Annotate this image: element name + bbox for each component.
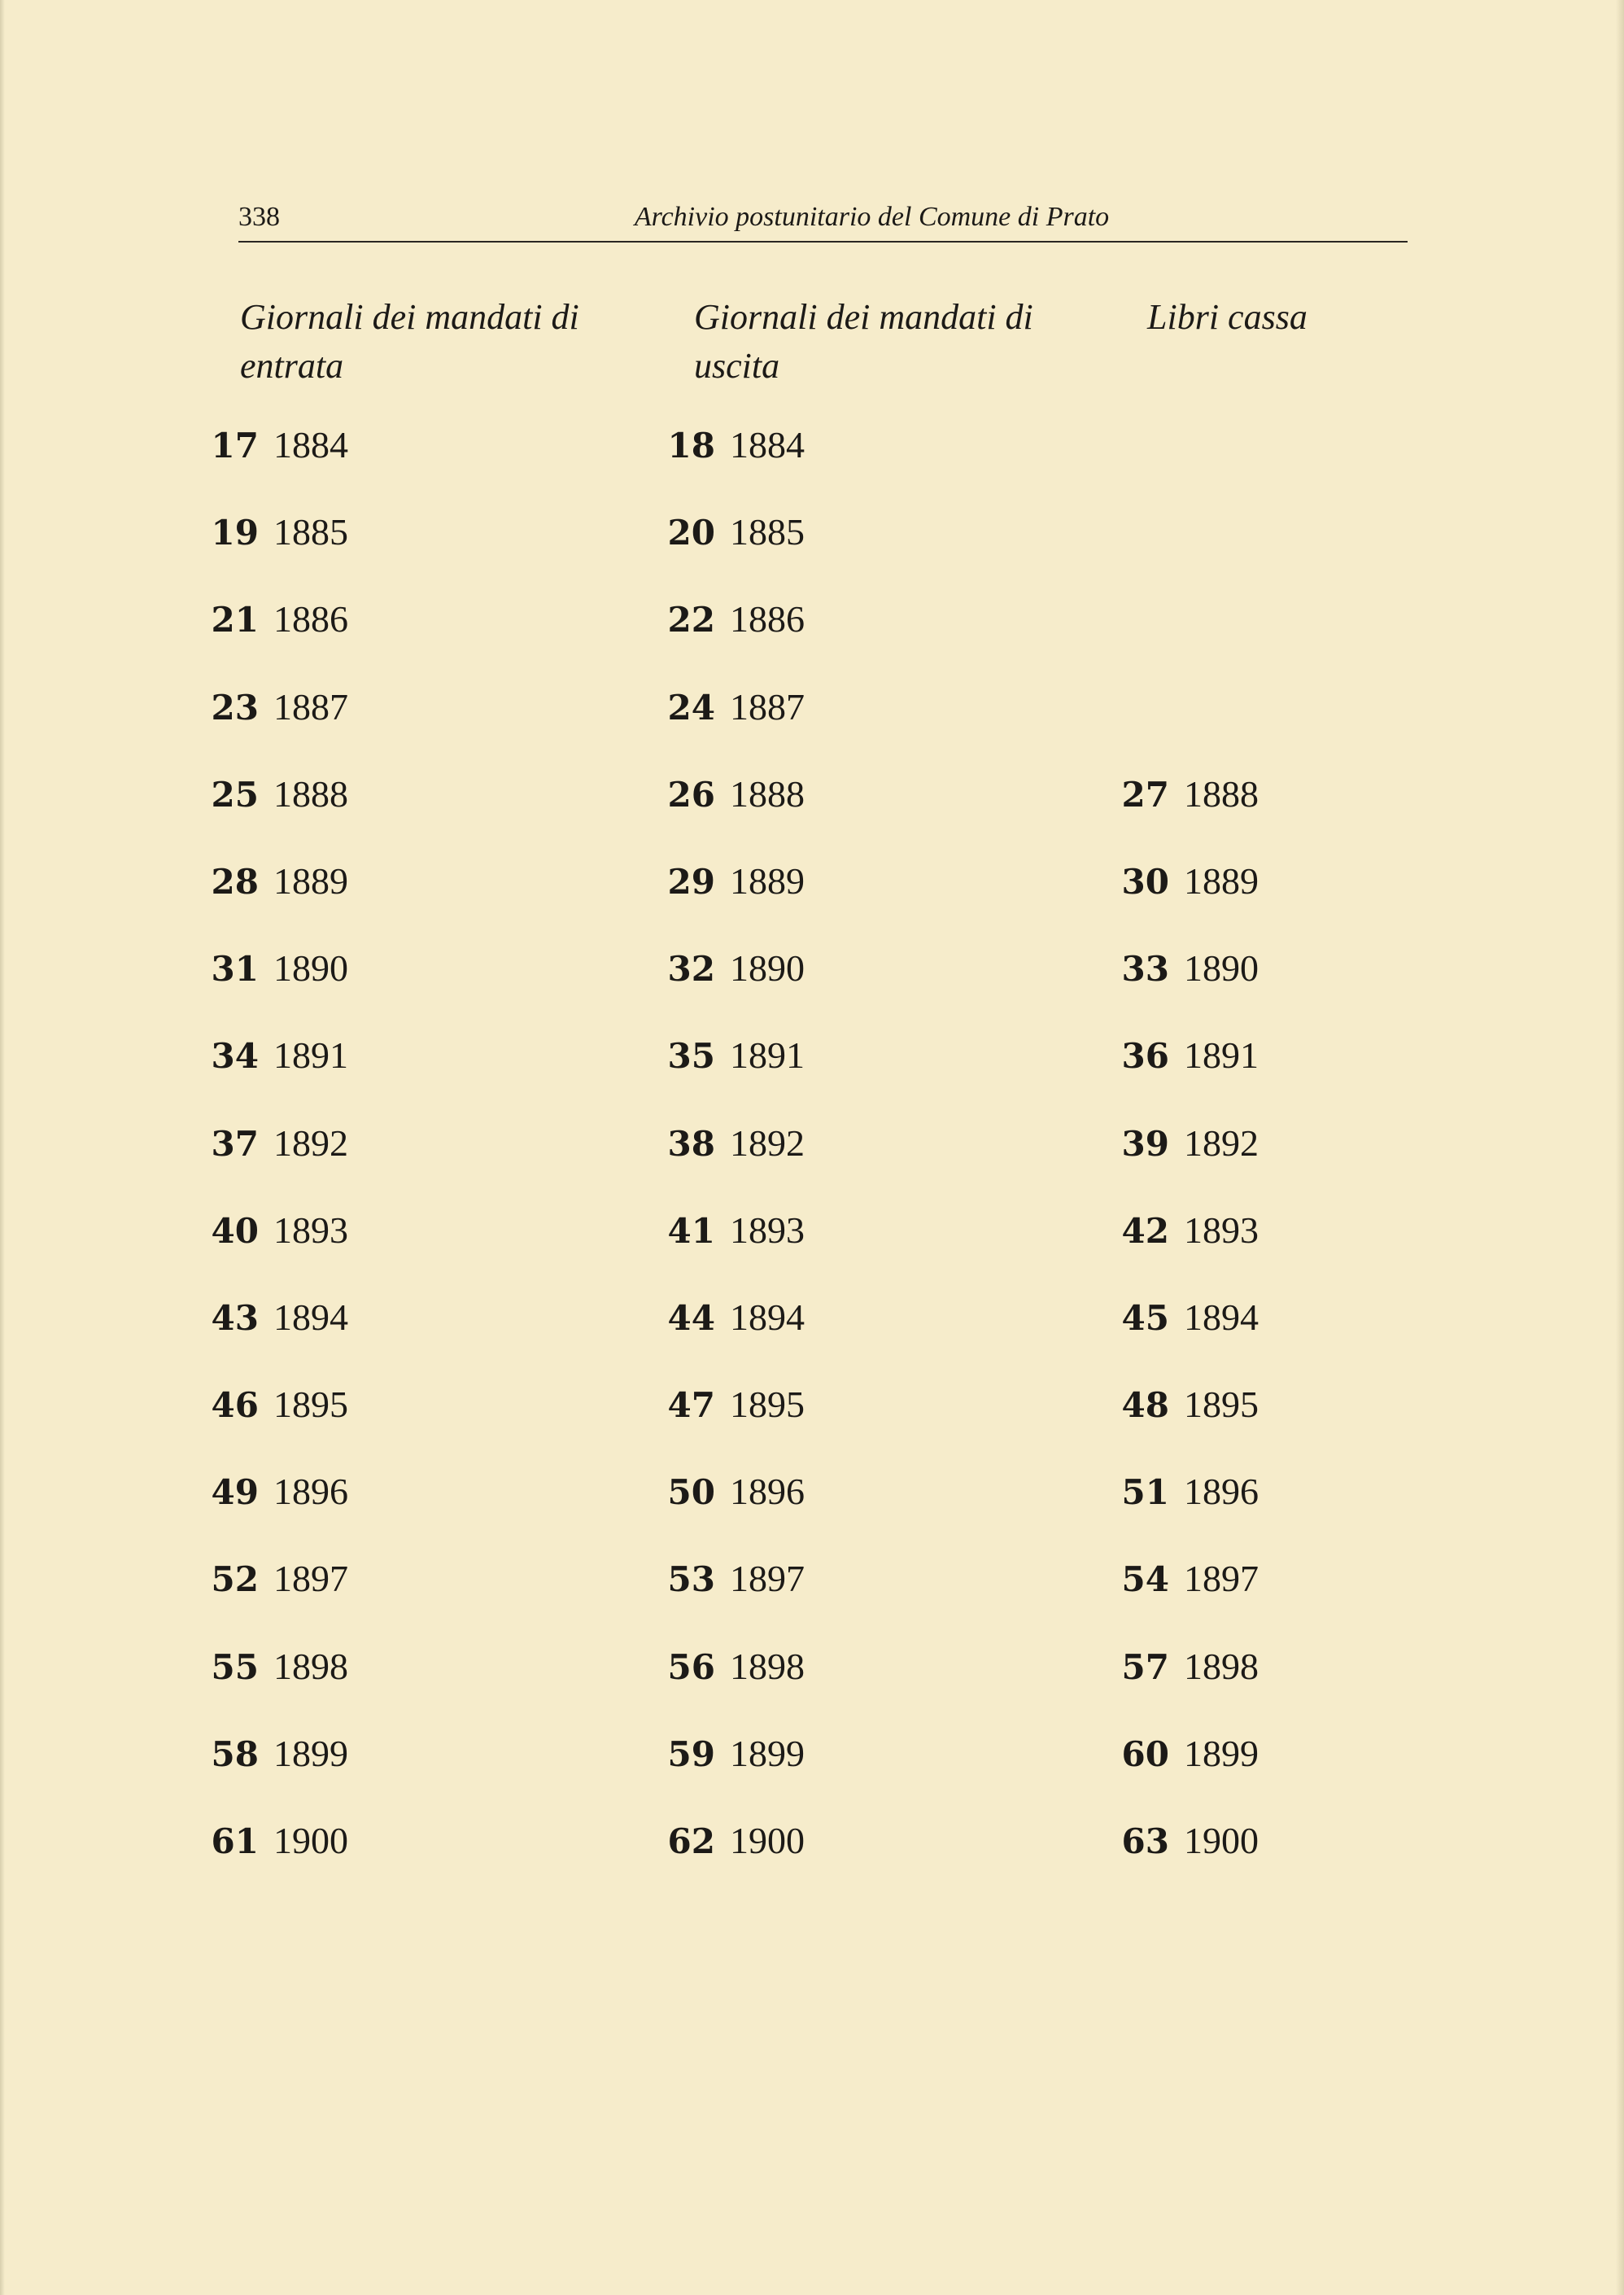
entry-number: 54 [1121, 1559, 1169, 1600]
entry-year: 1888 [730, 772, 805, 815]
entry-number: 46 [211, 1385, 259, 1426]
entry-number: 57 [1121, 1646, 1169, 1687]
entry-uscita [660, 1209, 805, 1252]
entry-libri-cassa [1114, 1209, 1259, 1252]
entry-entrata [203, 946, 348, 990]
entry-year: 1898 [273, 1645, 348, 1687]
entry-libri-cassa [1114, 1819, 1259, 1862]
entry-libri-cassa [1114, 1034, 1259, 1077]
entry-entrata [203, 1034, 348, 1077]
entry-entrata [203, 1296, 348, 1339]
entry-number: 36 [1121, 1036, 1169, 1077]
list-row [0, 1383, 1624, 1470]
entry-number: 25 [211, 774, 259, 815]
entry-number: 41 [667, 1210, 715, 1251]
entry-number: 34 [211, 1036, 259, 1077]
entry-libri-cassa [1114, 859, 1259, 903]
entry-year: 1890 [273, 947, 348, 990]
entry-uscita [660, 1034, 805, 1077]
entry-year: 1900 [730, 1820, 805, 1861]
entry-number: 38 [667, 1123, 715, 1164]
entry-year: 1894 [273, 1296, 348, 1338]
entry-uscita [660, 1121, 805, 1165]
entry-year: 1900 [273, 1820, 348, 1861]
entry-year: 1892 [273, 1121, 348, 1164]
entry-number: 33 [1121, 949, 1169, 990]
entry-year: 1886 [273, 598, 348, 640]
entry-number: 21 [211, 600, 259, 640]
entry-uscita [660, 772, 805, 815]
entry-uscita [660, 946, 805, 990]
list-row [0, 510, 1624, 597]
entry-year: 1892 [730, 1121, 805, 1164]
entry-year: 1898 [1184, 1645, 1259, 1687]
entry-year: 1895 [273, 1384, 348, 1426]
entry-year: 1896 [273, 1471, 348, 1513]
entry-year: 1885 [273, 511, 348, 553]
entry-entrata [203, 1209, 348, 1252]
entry-entrata [203, 1732, 348, 1775]
entry-number: 42 [1121, 1210, 1169, 1251]
entry-entrata [203, 1383, 348, 1426]
entry-libri-cassa [1114, 1557, 1259, 1600]
entry-entrata [203, 1645, 348, 1688]
entry-uscita [660, 1383, 805, 1426]
entry-year: 1897 [1184, 1558, 1259, 1600]
entry-number: 40 [211, 1210, 259, 1251]
entry-year: 1893 [273, 1209, 348, 1251]
list-row [0, 1645, 1624, 1732]
entry-year: 1896 [1184, 1471, 1259, 1513]
entry-year: 1884 [730, 424, 805, 466]
entry-number: 31 [211, 949, 259, 990]
entry-year: 1895 [1184, 1384, 1259, 1426]
entry-year: 1900 [1184, 1820, 1259, 1861]
entry-number: 18 [667, 426, 715, 466]
entry-year: 1895 [730, 1384, 805, 1426]
entry-number: 24 [667, 687, 715, 728]
entry-year: 1899 [1184, 1732, 1259, 1774]
list-row [0, 597, 1624, 684]
entry-uscita [660, 510, 805, 553]
entry-number: 39 [1121, 1123, 1169, 1164]
entry-year: 1887 [273, 685, 348, 728]
entry-year: 1886 [730, 598, 805, 640]
entry-year: 1889 [273, 859, 348, 902]
entry-entrata [203, 1470, 348, 1513]
entry-year: 1889 [730, 859, 805, 902]
entry-year: 1894 [730, 1296, 805, 1338]
entry-uscita [660, 597, 805, 640]
entry-year: 1884 [273, 424, 348, 466]
list-row [0, 1557, 1624, 1644]
entry-year: 1888 [273, 772, 348, 815]
list-row [0, 1470, 1624, 1557]
entry-number: 28 [211, 861, 259, 902]
list-row [0, 1296, 1624, 1383]
entry-entrata [203, 1121, 348, 1165]
entry-year: 1896 [730, 1471, 805, 1513]
entry-number: 20 [667, 513, 715, 553]
entry-number: 23 [211, 687, 259, 728]
entry-year: 1897 [273, 1558, 348, 1600]
list-row [0, 1034, 1624, 1121]
entry-libri-cassa [1114, 1121, 1259, 1165]
page-number: 338 [238, 202, 280, 232]
entry-year: 1890 [1184, 947, 1259, 990]
entry-libri-cassa [1114, 1383, 1259, 1426]
entry-number: 27 [1121, 774, 1169, 815]
entry-number: 47 [667, 1385, 715, 1426]
entry-entrata [203, 423, 348, 466]
entry-year: 1894 [1184, 1296, 1259, 1338]
running-title: Archivio postunitario del Comune di Prato [634, 202, 1110, 232]
entry-number: 53 [667, 1559, 715, 1600]
entry-number: 19 [211, 513, 259, 553]
entry-number: 26 [667, 774, 715, 815]
entry-number: 61 [211, 1821, 259, 1861]
entry-year: 1893 [1184, 1209, 1259, 1251]
entry-year: 1899 [730, 1732, 805, 1774]
entry-uscita [660, 1296, 805, 1339]
entry-number: 22 [667, 600, 715, 640]
entry-year: 1898 [730, 1645, 805, 1687]
entry-uscita [660, 1645, 805, 1688]
entry-entrata [203, 510, 348, 553]
entry-number: 44 [667, 1297, 715, 1338]
entry-year: 1888 [1184, 772, 1259, 815]
entry-uscita [660, 1732, 805, 1775]
entry-year: 1891 [1184, 1034, 1259, 1077]
entry-number: 58 [211, 1733, 259, 1774]
entry-number: 37 [211, 1123, 259, 1164]
entry-number: 32 [667, 949, 715, 990]
entry-number: 62 [667, 1821, 715, 1861]
entry-uscita [660, 1470, 805, 1513]
entry-entrata [203, 859, 348, 903]
entry-entrata [203, 1557, 348, 1600]
entry-number: 52 [211, 1559, 259, 1600]
entry-number: 63 [1121, 1821, 1169, 1861]
entry-libri-cassa [1114, 1732, 1259, 1775]
entry-number: 56 [667, 1646, 715, 1687]
entry-number: 55 [211, 1646, 259, 1687]
column-heading-libri-cassa: Libri cassa [1147, 297, 1307, 337]
entry-year: 1892 [1184, 1121, 1259, 1164]
entry-uscita [660, 423, 805, 466]
entry-year: 1893 [730, 1209, 805, 1251]
list-row [0, 1732, 1624, 1819]
entry-number: 51 [1121, 1472, 1169, 1513]
entry-libri-cassa [1114, 772, 1259, 815]
inventory-list [0, 423, 1624, 1906]
column-heading-entrata: Giornali dei mandati di entrata [240, 297, 579, 386]
entry-year: 1897 [730, 1558, 805, 1600]
entry-uscita [660, 859, 805, 903]
entry-uscita [660, 1819, 805, 1862]
page-header [238, 202, 1408, 243]
entry-number: 35 [667, 1036, 715, 1077]
list-row [0, 1819, 1624, 1906]
column-heading-uscita: Giornali dei mandati di uscita [694, 297, 1033, 386]
entry-number: 45 [1121, 1297, 1169, 1338]
entry-year: 1889 [1184, 859, 1259, 902]
entry-number: 59 [667, 1733, 715, 1774]
entry-year: 1891 [730, 1034, 805, 1077]
entry-number: 50 [667, 1472, 715, 1513]
entry-entrata [203, 1819, 348, 1862]
list-row [0, 1209, 1624, 1296]
entry-number: 17 [211, 426, 259, 466]
entry-year: 1887 [730, 685, 805, 728]
entry-entrata [203, 597, 348, 640]
entry-number: 60 [1121, 1733, 1169, 1774]
entry-number: 30 [1121, 861, 1169, 902]
entry-year: 1899 [273, 1732, 348, 1774]
list-row [0, 946, 1624, 1034]
entry-libri-cassa [1114, 1645, 1259, 1688]
list-row [0, 423, 1624, 510]
entry-year: 1890 [730, 947, 805, 990]
entry-libri-cassa [1114, 1296, 1259, 1339]
entry-year: 1891 [273, 1034, 348, 1077]
entry-year: 1885 [730, 511, 805, 553]
entry-number: 49 [211, 1472, 259, 1513]
entry-entrata [203, 772, 348, 815]
entry-uscita [660, 1557, 805, 1600]
entry-number: 43 [211, 1297, 259, 1338]
entry-libri-cassa [1114, 946, 1259, 990]
entry-entrata [203, 685, 348, 728]
list-row [0, 1121, 1624, 1209]
list-row [0, 772, 1624, 859]
entry-number: 48 [1121, 1385, 1169, 1426]
entry-libri-cassa [1114, 1470, 1259, 1513]
entry-number: 29 [667, 861, 715, 902]
entry-uscita [660, 685, 805, 728]
list-row [0, 685, 1624, 772]
list-row [0, 859, 1624, 946]
